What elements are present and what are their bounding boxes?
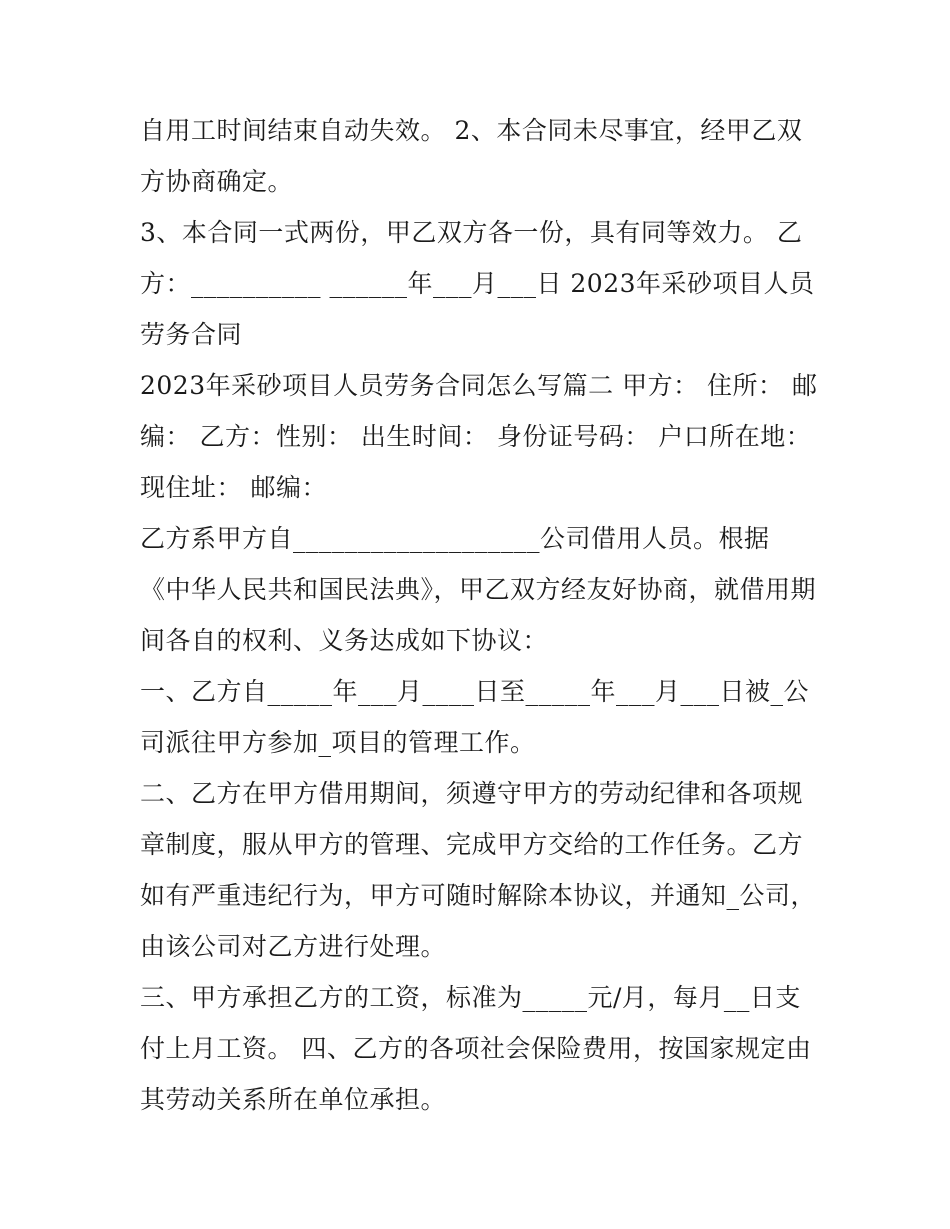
paragraph-article-3-4: 三、甲方承担乙方的工资，标准为_____元/月，每月__日支付上月工资。 四、乙方的各项社会保险费用，按国家规定由其劳动关系所在单位承担。 (140, 983, 812, 1114)
paragraph-copies-signature: 3、本合同一式两份，甲乙双方各一份，具有同等效力。 乙方：__________ ______年___月___日 2023年采砂项目人员劳务合同 (140, 218, 815, 349)
paragraph-clause-end: 自用工时间结束自动失效。 2、本合同未尽事宜，经甲乙双方协商确定。 (140, 116, 803, 196)
paragraph-article-2: 二、乙方在甲方借用期间，须遵守甲方的劳动纪律和各项规章制度，服从甲方的管理、完成甲方交给的工作任务。乙方如有严重违纪行为，甲方可随时解除本协议，并通知_公司，由该公司对乙方进行处理。 (140, 779, 817, 961)
paragraph-parties-info: 2023年采砂项目人员劳务合同怎么写篇二 甲方： 住所： 邮编： 乙方：性别： 出生时间： 身份证号码： 户口所在地： 现住址： 邮编： (140, 371, 820, 502)
paragraph-preamble: 乙方系甲方自___________________公司借用人员。根据《中华人民共和国民法典》，甲乙双方经友好协商，就借用期间各自的权利、义务达成如下协议： (140, 524, 817, 655)
paragraph-article-1: 一、乙方自_____年___月____日至_____年___月___日被_公司派往甲方参加_项目的管理工作。 (140, 677, 810, 757)
document-body (140, 105, 820, 1125)
